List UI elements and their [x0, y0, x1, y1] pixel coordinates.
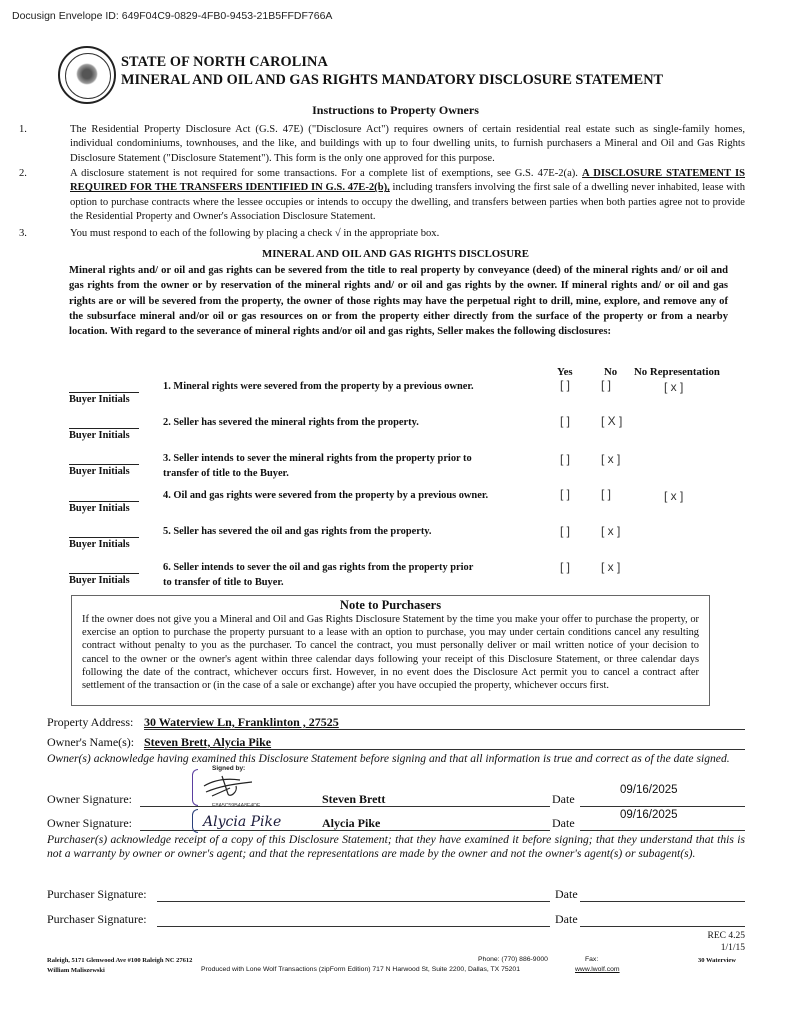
purchaser-signature-line-2[interactable]	[157, 926, 550, 927]
question-text: 2. Seller has severed the mineral rights from the property.	[163, 417, 419, 428]
initials-line[interactable]	[69, 501, 139, 502]
yes-checkbox[interactable]: [ ]	[560, 560, 571, 574]
revision-info	[708, 930, 745, 954]
no-checkbox[interactable]: [ x ]	[601, 560, 621, 574]
owner-date-2[interactable]: 09/16/2025	[620, 809, 678, 821]
footer-phone: Phone: (770) 886-9000	[478, 956, 548, 963]
disclosure-heading: MINERAL AND OIL AND GAS RIGHTS DISCLOSURE	[262, 248, 529, 260]
buyer-initials-label: Buyer Initials	[69, 466, 130, 477]
instruction-item-2	[19, 167, 745, 225]
yes-checkbox[interactable]: [ ]	[560, 414, 571, 428]
no-representation-checkbox[interactable]: [ x ]	[664, 380, 684, 394]
required-transfers-link: A DISCLOSURE STATEMENT IS REQUIRED FOR THE TRANSFERS IDENTIFIED IN G.S. 47E-2(b),	[70, 168, 745, 194]
docusign-frame-1	[192, 769, 198, 806]
purchaser-signature-label-2: Purchaser Signature:	[47, 912, 147, 926]
question-text: 5. Seller has severed the oil and gas rights from the property.	[163, 526, 432, 537]
yes-checkbox[interactable]: [ ]	[560, 524, 571, 538]
document-title: MINERAL AND OIL AND GAS RIGHTS MANDATORY DISCLOSURE STATEMENT	[121, 72, 664, 88]
buyer-initials-label: Buyer Initials	[69, 394, 130, 405]
owners-name-value[interactable]: Steven Brett, Alycia Pike	[144, 735, 272, 749]
instruction-item-1	[19, 123, 745, 166]
question-text: 4. Oil and gas rights were severed from the property by a previous owner.	[163, 490, 489, 501]
question-text: 1. Mineral rights were severed from the property by a previous owner.	[163, 381, 474, 392]
buyer-initials-label: Buyer Initials	[69, 575, 130, 586]
instruction-text: A disclosure statement is not required for some transactions. For a complete list of exemptions, see G.S. 47E-2(a). A DISCLOSURE STATEMENT IS REQUIRED FOR THE TRANSFERS IDENTIFIED IN G.S. 47E-2(b), including transfers involving the first sale of a dwelling never inhabited, lease with option to purchase contracts where the lessee occupies or intends to occupy the dwelling, and transfers between parties when both parties agree not to provide the Residential Property and Owner's Association Disclosure Statement.	[70, 168, 745, 223]
purchaser-signature-label-1: Purchaser Signature:	[47, 887, 147, 901]
buyer-initials-label: Buyer Initials	[69, 430, 130, 441]
yes-checkbox[interactable]: [ ]	[560, 487, 571, 501]
note-body: If the owner does not give you a Mineral and Oil and Gas Rights Disclosure Statement by the time you make your offer to purchase the property, or exercise an option to purchase the property pursuant to a lease with an option to purchase, you may under certain conditions cancel any resulting contract without penalty to you as the purchaser. To cancel the contract, you must personally deliver or mail written notice of your decision to cancel to the owner or the owner's agent within three calendar days following your receipt of this Disclosure Statement, or three calendar days following the date of the contract, whichever occurs first. However, in no event does the Disclosure Act permit you to cancel a contract after settlement of the transaction or (in the case of a sale or exchange) after you have occupied the property, whichever occurs first.	[82, 614, 699, 692]
initials-line[interactable]	[69, 464, 139, 465]
owner-date-1[interactable]: 09/16/2025	[620, 784, 678, 796]
instruction-item-3	[19, 227, 745, 241]
no-checkbox[interactable]: [ x ]	[601, 524, 621, 538]
footer-file-name: 30 Waterview	[698, 957, 736, 964]
purchaser-date-label-2: Date	[555, 912, 578, 926]
owner-name-2: Alycia Pike	[322, 816, 381, 830]
owner-name-1: Steven Brett	[322, 792, 386, 806]
footer-fax: Fax:	[585, 956, 599, 963]
initials-line[interactable]	[69, 537, 139, 538]
owner-acknowledgement: Owner(s) acknowledge having examined this Disclosure Statement before signing and that all information is true and correct as of the date signed.	[47, 752, 730, 765]
owner-signature-label-1: Owner Signature:	[47, 792, 132, 806]
instructions-heading: Instructions to Property Owners	[312, 103, 479, 117]
instruction-number: 1.	[19, 124, 27, 135]
property-address-value[interactable]: 30 Waterview Ln, Franklinton , 27525	[144, 715, 339, 729]
footer-office: Raleigh, 5171 Glenwood Ave #100 Raleigh NC 27612	[47, 957, 193, 964]
property-address-label: Property Address:	[47, 715, 134, 729]
yes-checkbox[interactable]: [ ]	[560, 378, 571, 392]
instruction-number: 3.	[19, 228, 27, 239]
handwritten-signature-alycia: Alycia Pike	[203, 814, 282, 830]
date-line-1	[580, 806, 745, 807]
date-label-2: Date	[552, 816, 575, 830]
no-representation-checkbox[interactable]: [ x ]	[664, 489, 684, 503]
owner-signature-label-2: Owner Signature:	[47, 816, 132, 830]
initials-line[interactable]	[69, 573, 139, 574]
column-yes: Yes	[557, 366, 573, 378]
nc-seal-icon	[58, 46, 116, 104]
purchaser-signature-line-1[interactable]	[157, 901, 550, 902]
revision-date: 1/1/15	[720, 943, 745, 953]
date-label-1: Date	[552, 792, 575, 806]
question-text: 6. Seller intends to sever the oil and gas rights from the property prior to transfer of title to Buyer.	[163, 562, 474, 588]
column-no: No	[604, 366, 618, 378]
footer-lwolf-link[interactable]: www.lwolf.com	[575, 966, 620, 973]
handwritten-signature-icon	[200, 772, 260, 800]
owners-name-label: Owner's Name(s):	[47, 735, 135, 749]
document-title-state: STATE OF NORTH CAROLINA	[121, 54, 328, 70]
footer-agent: William Maliszewski	[47, 967, 105, 974]
instruction-text: You must respond to each of the following by placing a check √ in the appropriate box.	[70, 228, 440, 239]
purchaser-acknowledgement: Purchaser(s) acknowledge receipt of a copy of this Disclosure Statement; that they have examined it before signing; that they understand that this is not a warranty by owner or owner's agent; and that the representations are made by the owner and not the owner's agent(s) or subagent(s).	[47, 833, 745, 861]
question-text: 3. Seller intends to sever the mineral rights from the property prior to transfer of title to the Buyer.	[163, 453, 472, 479]
date-line-2	[580, 830, 745, 831]
no-checkbox[interactable]: [ X ]	[601, 414, 623, 428]
docusign-envelope-id: Docusign Envelope ID: 649F04C9-0829-4FB0-9453-21B5FFDF766A	[12, 10, 333, 22]
disclosure-intro: Mineral rights and/ or oil and gas rights can be severed from the title to real property by conveyance (deed) of the mineral rights and/ or oil and gas rights from the owner or by reservation of the mineral rights and/ or oil and gas rights by the owner. If mineral rights and/ or oil and gas rights are or will be severed from the property, the owner of those rights may have the perpetual right to drill, mine, explore, and remove any of the subsurface mineral and/or oil or gas resources on or from the property either directly from the surface of the property or from a nearby location. With regard to the severance of mineral rights and/or oil and gas rights, Seller makes the following disclosures:	[69, 265, 728, 338]
purchaser-date-line-1[interactable]	[580, 901, 745, 902]
no-checkbox[interactable]: [ ]	[601, 487, 612, 501]
initials-line[interactable]	[69, 428, 139, 429]
docusign-frame-2	[192, 809, 198, 833]
owners-name-line	[144, 749, 745, 750]
initials-line[interactable]	[69, 392, 139, 393]
yes-checkbox[interactable]: [ ]	[560, 452, 571, 466]
revision-code: REC 4.25	[707, 931, 745, 941]
no-checkbox[interactable]: [ x ]	[601, 452, 621, 466]
note-to-purchasers	[71, 595, 710, 706]
property-address-line	[144, 729, 745, 730]
column-no-representation: No Representation	[634, 366, 720, 378]
no-checkbox[interactable]: [ ]	[601, 378, 612, 392]
purchaser-date-label-1: Date	[555, 887, 578, 901]
buyer-initials-label: Buyer Initials	[69, 539, 130, 550]
signed-by-label: Signed by:	[212, 765, 246, 772]
instruction-number: 2.	[19, 168, 27, 179]
footer-produced-with: Produced with Lone Wolf Transactions (zipForm Edition) 717 N Harwood St, Suite 2200, Dallas, TX 75201	[201, 966, 520, 973]
instruction-text: The Residential Property Disclosure Act (G.S. 47E) ("Disclosure Act") requires owners of certain residential real estate such as single-family homes, individual condominiums, townhouses, and the like, and buildings with up to four dwelling units, to furnish purchasers a Mineral and Oil and Gas Rights Disclosure Statement ("Disclosure Statement"). This form is the only one approved for this purpose.	[70, 124, 745, 164]
docusign-id: E8A5C59B4A8E4DF...	[212, 803, 264, 809]
purchaser-date-line-2[interactable]	[580, 926, 745, 927]
note-title: Note to Purchasers	[339, 598, 442, 612]
buyer-initials-label: Buyer Initials	[69, 503, 130, 514]
